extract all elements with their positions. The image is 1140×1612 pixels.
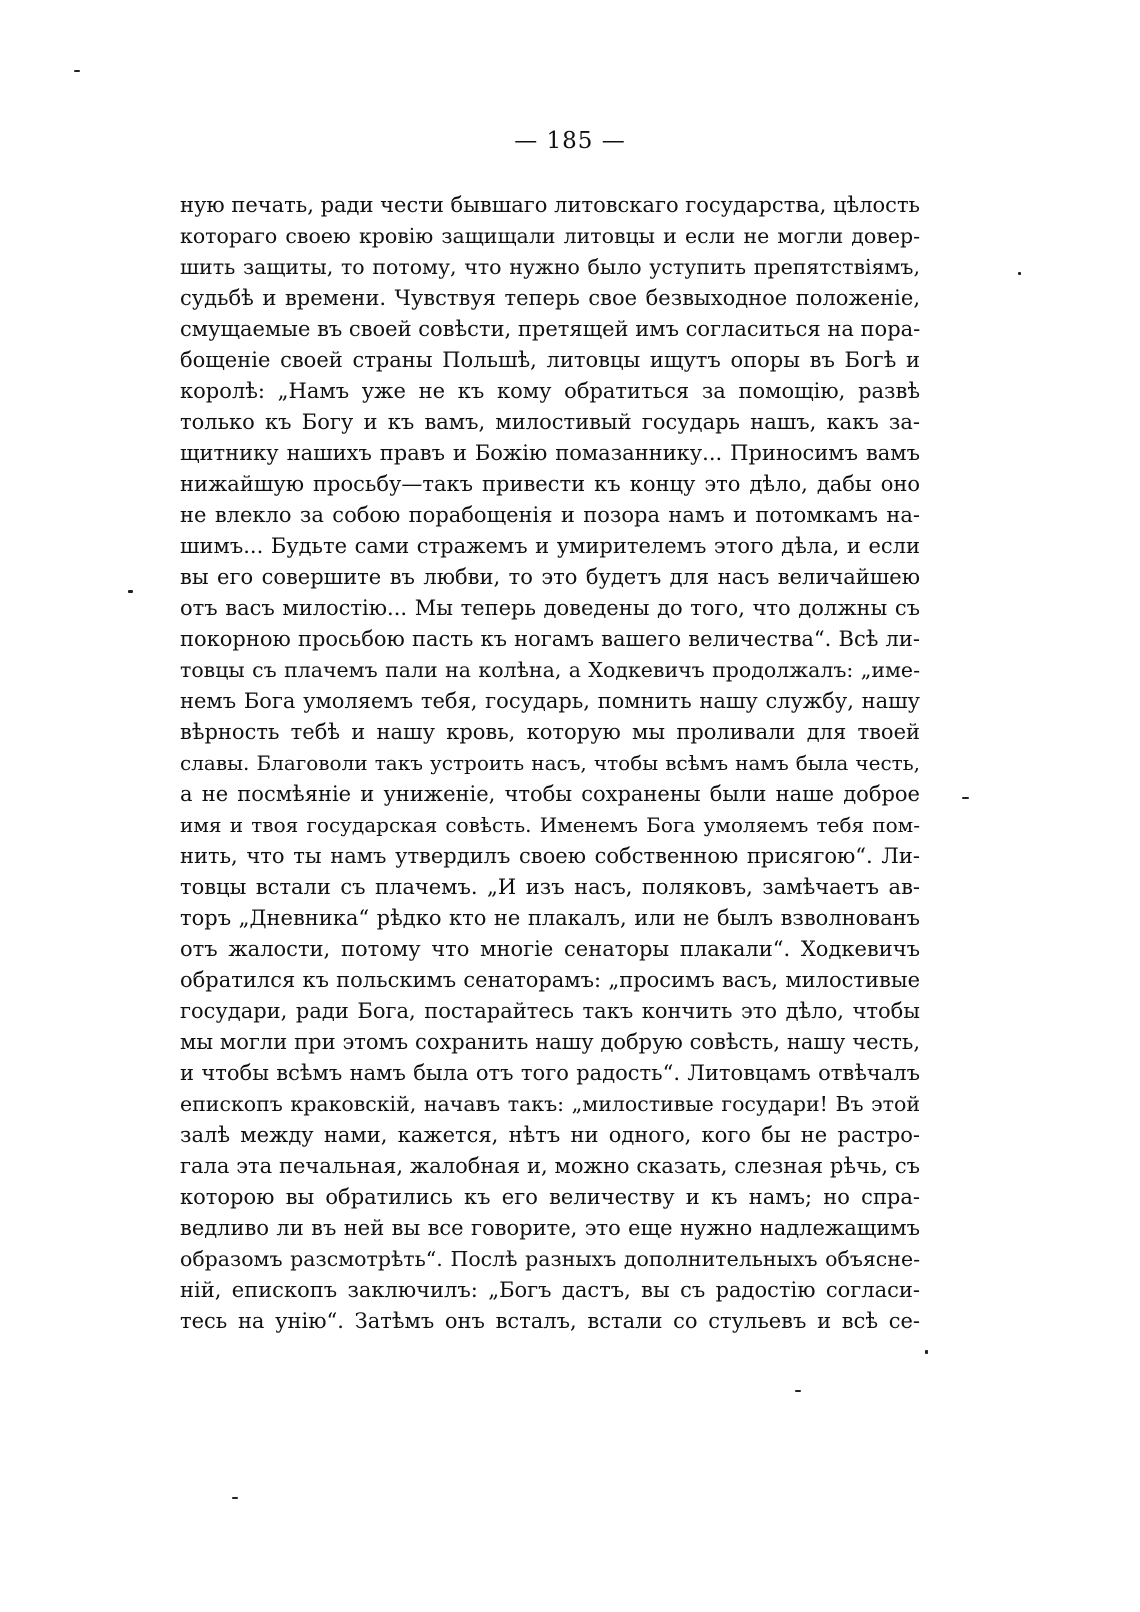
text-line: государи, ради Бога, постарайтесь такъ кончить это дѣло, чтобы xyxy=(180,999,920,1023)
page-number: — 185 — xyxy=(514,128,626,154)
text-line: и чтобы всѣмъ намъ была отъ того радость“. Литовцамъ отвѣчалъ xyxy=(180,1061,920,1085)
text-line: епископъ краковскій, начавъ такъ: „милостивые государи! Въ этой xyxy=(180,1092,920,1116)
scan-speck xyxy=(962,797,969,799)
text-line: ведливо ли въ ней вы все говорите, это еще нужно надлежащимъ xyxy=(180,1216,920,1240)
scan-speck xyxy=(795,1390,801,1392)
text-line: покорною просьбою пасть къ ногамъ вашего величества“. Всѣ ли- xyxy=(180,627,920,651)
text-line: имя и твоя государская совѣсть. Именемъ Бога умоляемъ тебя пом- xyxy=(180,813,920,837)
text-line: товцы встали съ плачемъ. „И изъ насъ, поляковъ, замѣчаетъ ав- xyxy=(180,875,920,899)
text-line: торъ „Дневника“ рѣдко кто не плакалъ, или не былъ взволнованъ xyxy=(180,906,920,930)
scan-speck xyxy=(74,70,80,72)
text-line: судьбѣ и времени. Чувствуя теперь свое безвыходное положеніе, xyxy=(180,286,920,310)
text-line: шить защиты, то потому, что нужно было уступить препятствіямъ, xyxy=(180,255,920,279)
text-line: немъ Бога умоляемъ тебя, государь, помнить нашу службу, нашу xyxy=(180,689,920,713)
text-line: котораго своею кровію защищали литовцы и если не могли довер- xyxy=(180,224,920,248)
text-line: отъ васъ милостію... Мы теперь доведены до того, что должны съ xyxy=(180,596,920,620)
text-line: которою вы обратились къ его величеству и къ намъ; но спра- xyxy=(180,1185,920,1209)
text-line: не влекло за собою порабощенія и позора намъ и потомкамъ на- xyxy=(180,503,920,527)
text-line: отъ жалости, потому что многіе сенаторы плакали“. Ходкевичъ xyxy=(180,937,920,961)
text-line: обратился къ польскимъ сенаторамъ: „просимъ васъ, милостивые xyxy=(180,968,920,992)
text-line: образомъ разсмотрѣть“. Послѣ разныхъ дополнительныхъ объясне- xyxy=(180,1247,920,1271)
text-line: мы могли при этомъ сохранить нашу добрую совѣсть, нашу честь, xyxy=(180,1030,920,1054)
text-line: только къ Богу и къ вамъ, милостивый государь нашъ, какъ за- xyxy=(180,410,920,434)
text-line: бощеніе своей страны Польшѣ, литовцы ищутъ опоры въ Богѣ и xyxy=(180,348,920,372)
text-line: королѣ: „Намъ уже не къ кому обратиться за помощію, развѣ xyxy=(180,379,920,403)
scan-speck xyxy=(128,590,133,593)
scan-speck xyxy=(1018,272,1021,275)
text-line: шимъ... Будьте сами стражемъ и умирителемъ этого дѣла, и если xyxy=(180,534,920,558)
text-line: залѣ между нами, кажется, нѣтъ ни одного, кого бы не растро- xyxy=(180,1123,920,1147)
text-line: а не посмѣяніе и униженіе, чтобы сохранены были наше доброе xyxy=(180,782,920,806)
body-text xyxy=(180,190,920,1337)
scan-speck xyxy=(925,1350,928,1354)
text-line: смущаемые въ своей совѣсти, претящей имъ согласиться на пора- xyxy=(180,317,920,341)
text-line: тесь на унію“. Затѣмъ онъ всталъ, встали со стульевъ и всѣ се- xyxy=(180,1309,920,1333)
text-line: нить, что ты намъ утвердилъ своею собственною присягою“. Ли- xyxy=(180,844,920,868)
text-line: товцы съ плачемъ пали на колѣна, а Ходкевичъ продолжалъ: „име- xyxy=(180,658,920,682)
text-line: гала эта печальная, жалобная и, можно сказать, слезная рѣчь, съ xyxy=(180,1154,920,1178)
scan-speck xyxy=(232,1497,238,1499)
text-line: нижайшую просьбу—такъ привести къ концу это дѣло, дабы оно xyxy=(180,472,920,496)
text-line: славы. Благоволи такъ устроить насъ, чтобы всѣмъ намъ была честь, xyxy=(180,751,920,775)
text-line: вы его совершите въ любви, то это будетъ для насъ величайшею xyxy=(180,565,920,589)
text-line: ную печать, ради чести бывшаго литовскаго государства, цѣлость xyxy=(180,193,920,217)
text-line: вѣрность тебѣ и нашу кровь, которую мы проливали для твоей xyxy=(180,720,920,744)
text-line: ній, епископъ заключилъ: „Богъ дастъ, вы съ радостію согласи- xyxy=(180,1278,920,1302)
text-line: щитнику нашихъ правъ и Божію помазаннику... Приносимъ вамъ xyxy=(180,441,920,465)
